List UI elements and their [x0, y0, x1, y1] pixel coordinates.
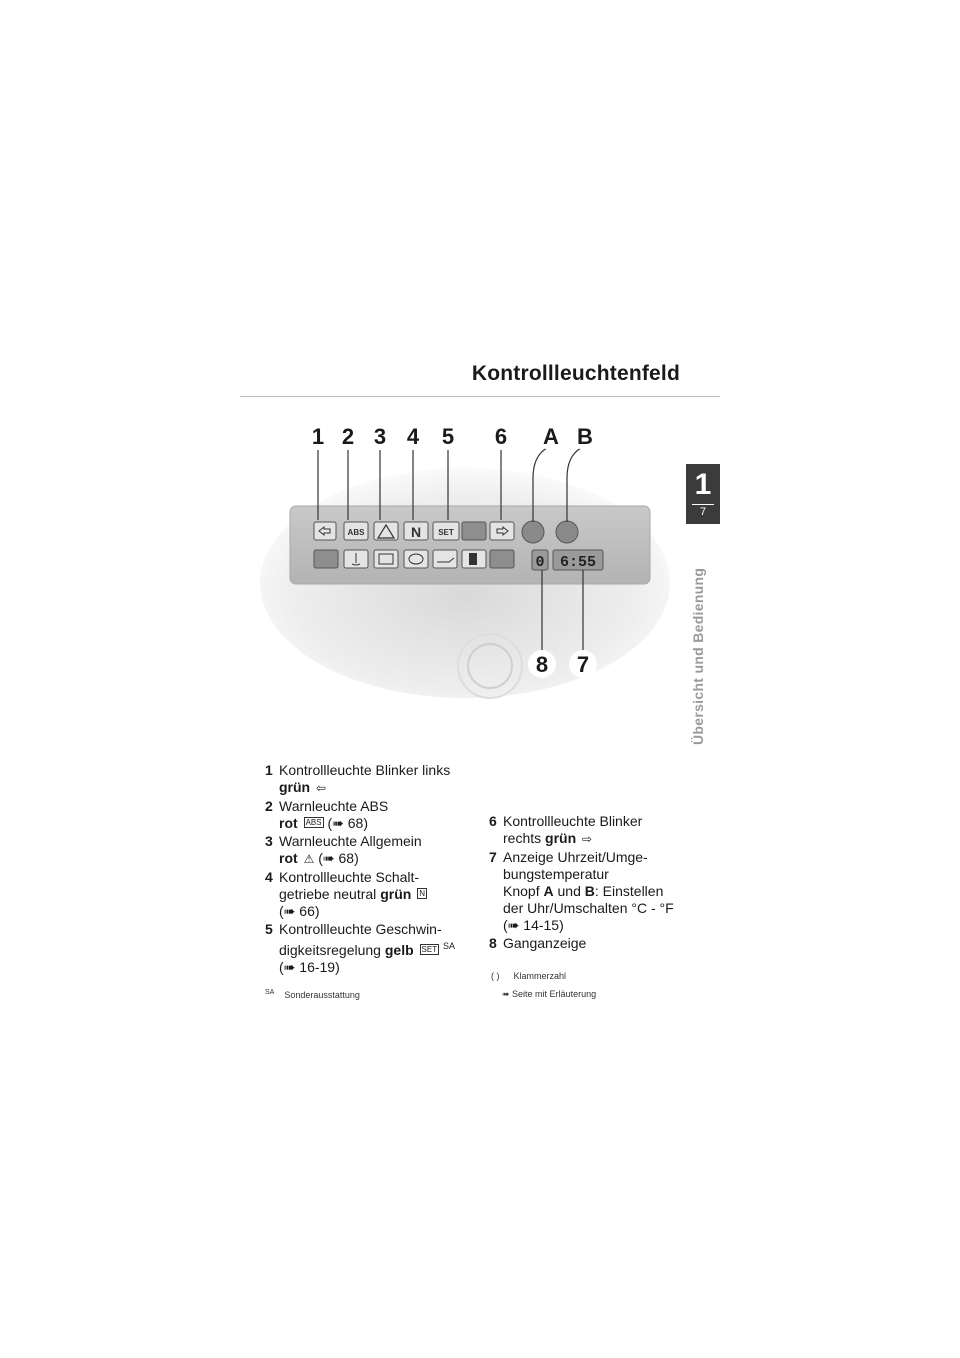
legend-text: Warnleuchte Allgemein — [279, 833, 422, 849]
legend-item-3 — [265, 833, 480, 868]
chapter-tab — [686, 464, 720, 524]
legend-item-6 — [489, 813, 699, 848]
legend-color: rot — [279, 815, 298, 831]
legend-item-5 — [265, 921, 480, 976]
callout-8: 8 — [535, 652, 549, 677]
footnote-text: ➠ Seite mit Erläuterung — [502, 989, 597, 999]
legend-text: bungstemperatur — [503, 866, 609, 882]
legend-text: Kontrollleuchte Blinker — [503, 813, 643, 829]
footnote-special-equipment — [265, 989, 360, 1000]
knob-label-a: A — [543, 883, 554, 899]
legend-text: Anzeige Uhrzeit/Umge- — [503, 849, 648, 865]
indicator-row-top — [314, 521, 578, 543]
neutral-icon: N — [419, 889, 425, 898]
chapter-side-label: Übersicht und Bedienung — [690, 567, 706, 745]
legend-text: Knopf — [503, 883, 540, 899]
legend-left — [265, 762, 480, 977]
blank-indicator — [490, 550, 514, 568]
title-rule — [240, 396, 720, 397]
footnote-text: Klammerzahl — [513, 971, 567, 981]
legend-number: 8 — [489, 935, 497, 951]
chapter-number: 1 — [694, 468, 712, 501]
legend-number: 4 — [265, 869, 273, 885]
legend-text: und — [557, 883, 581, 899]
legend-number: 7 — [489, 849, 497, 865]
battery-indicator — [374, 550, 398, 568]
clock-display-value: 6:55 — [559, 554, 597, 571]
legend-color: rot — [279, 850, 298, 866]
footnote-parentheses — [491, 971, 566, 981]
knob-b — [556, 521, 578, 543]
legend-text: Kontrollleuchte Blinker links — [279, 762, 451, 778]
neutral-icon: N — [410, 524, 422, 540]
knob-a — [522, 521, 544, 543]
legend-color: grün — [279, 779, 311, 795]
set-icon: SET — [438, 528, 454, 537]
knob-label-b: B — [584, 883, 595, 899]
legend-number: 5 — [265, 921, 273, 937]
arrow-right-icon: ⇨ — [582, 832, 593, 846]
instrument-panel-figure — [250, 408, 670, 708]
callout-5: 5 — [441, 424, 455, 449]
indicator-panel — [290, 506, 650, 584]
page-title: Kontrollleuchtenfeld — [471, 362, 680, 385]
light-indicator — [404, 550, 428, 568]
page-reference: (➠ 66) — [279, 903, 320, 919]
legend-number: 2 — [265, 798, 273, 814]
callout-a: A — [543, 424, 559, 449]
page-reference: (➠ 68) — [327, 815, 368, 831]
gear-display-value: 0 — [535, 554, 545, 571]
blank-indicator — [314, 550, 338, 568]
abs-icon: ABS — [305, 818, 322, 827]
legend-text: Warnleuchte ABS — [279, 798, 389, 814]
footnote-key: ( ) — [491, 971, 500, 981]
legend-text: : Einstellen — [594, 883, 664, 899]
legend-color: grün — [380, 886, 412, 902]
legend-color: gelb — [384, 942, 414, 958]
legend-number: 1 — [265, 762, 273, 778]
legend-item-2 — [265, 798, 480, 832]
legend-number: 3 — [265, 833, 273, 849]
legend-number: 6 — [489, 813, 497, 829]
page-reference: (➠ 16-19) — [279, 959, 340, 975]
legend-right — [489, 813, 699, 953]
callout-7: 7 — [576, 652, 590, 677]
set-icon: SET — [421, 945, 438, 954]
callout-1: 1 — [311, 424, 325, 449]
legend-text: digkeitsregelung — [279, 942, 381, 958]
legend-item-7 — [489, 849, 699, 934]
callout-b: B — [577, 424, 593, 449]
legend-item-8 — [489, 935, 699, 952]
callout-6: 6 — [494, 424, 508, 449]
page-number: 7 — [699, 506, 707, 518]
legend-text: Kontrollleuchte Schalt- — [279, 869, 420, 885]
abs-icon: ABS — [347, 528, 365, 537]
legend-item-1 — [265, 762, 480, 797]
page-reference: (➠ 68) — [318, 850, 359, 866]
legend-text: rechts — [503, 830, 542, 846]
special-equipment-mark: SA — [442, 941, 455, 951]
legend-text: Ganganzeige — [503, 935, 587, 951]
fuel-pump-icon — [469, 553, 477, 565]
legend-text: der Uhr/Umschalten °C - °F — [503, 900, 674, 916]
turn-right-indicator — [490, 522, 514, 540]
footnote-text: Sonderausstattung — [284, 990, 360, 1000]
warning-triangle-icon: ⚠ — [303, 852, 315, 866]
legend-text: Kontrollleuchte Geschwin- — [279, 921, 442, 937]
legend-text: getriebe neutral — [279, 886, 377, 902]
turn-left-indicator — [314, 522, 336, 540]
legend-item-4 — [265, 869, 480, 920]
callout-3: 3 — [373, 424, 387, 449]
footnote-key: SA — [265, 989, 275, 996]
callout-2: 2 — [341, 424, 355, 449]
blank-indicator — [462, 522, 486, 540]
page-reference: (➠ 14-15) — [503, 917, 564, 933]
arrow-left-icon: ⇦ — [316, 781, 327, 795]
footnote-page-reference — [502, 989, 596, 1000]
legend-color: grün — [545, 830, 577, 846]
callout-4: 4 — [406, 424, 420, 449]
